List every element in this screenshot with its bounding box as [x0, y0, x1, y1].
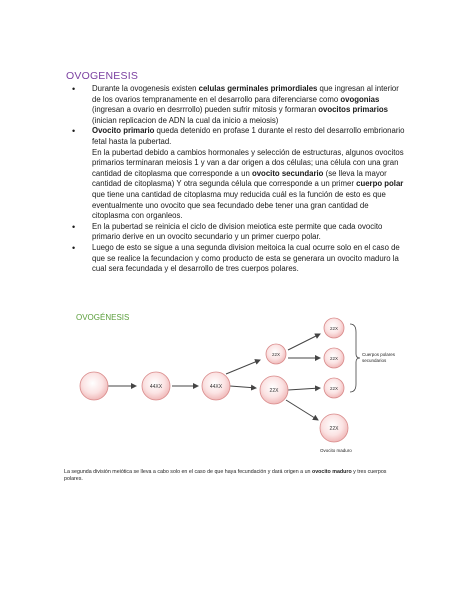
bullet-item	[66, 222, 406, 243]
bullet-item	[66, 84, 406, 126]
oogenesis-diagram	[60, 302, 400, 462]
polar-bodies-label: Cuerpos polares secundarios	[362, 352, 396, 363]
secondary-polar-body-cell	[324, 318, 344, 338]
mature-ovum-label: Ovocito maduro	[320, 448, 352, 453]
arrow	[286, 400, 318, 420]
mature-ovum-cell	[320, 414, 348, 442]
bullet-item	[66, 243, 406, 275]
secondary-polar-body-cell	[324, 348, 344, 368]
primary-oocyte-cell	[202, 372, 230, 400]
secondary-oocyte-cell	[260, 376, 288, 404]
bullet-subparagraph: En la pubertad debido a cambios hormonales y selección de estructuras, algunos ovocitos primarios terminaran meiosis 1 y van a dar origen a dos células; una célula con una gran cantidad de citoplasma que corresponde a un ovocito secundario (se lleva la mayor cantidad de citoplasma) Y otra segunda célula que corresponde a un primer cuerpo polar que tiene una cantidad de citoplasma muy reducida cuál es la función de esto es que eventualmente uno ovocito que sea fecundado debe tener una gran cantidad de citoplasma con organleos.	[92, 147, 404, 221]
diagram-title: OVOGÉNESIS	[76, 313, 130, 322]
secondary-polar-body-cell	[324, 378, 344, 398]
bullet-text: Luego de esto se sigue a una segunda division meitoica la cual ocurre solo en el caso de que se realice la fecundacion y como producto de esta se generara un ovocito maduro la cual sera fecundada y el desarrollo de tres cuerpos polares.	[92, 242, 400, 274]
arrow	[226, 360, 260, 374]
cell-label: 44XX	[209, 384, 223, 390]
arrow	[288, 334, 320, 350]
arrow	[288, 388, 320, 390]
cell-label: 22X	[329, 426, 339, 432]
bullet-text: Durante la ovogenesis existen celulas germinales primordiales que ingresan al interior de los ovarios tempranamente en el desarrollo para diferenciarse como ovogonias (ingresan a ovario en desrrrollo) pueden sufrir mitosis y formaran ovocitos primarios (inician replicacion de ADN la cual da inicio a meiosis)	[92, 84, 399, 125]
cell-label: 22X	[329, 386, 339, 391]
polar-bodies-brace	[350, 324, 360, 392]
cell-label: 22X	[329, 326, 339, 331]
oogonium-cell	[80, 372, 108, 400]
cell-label: 22X	[269, 388, 279, 394]
cell-label: 22X	[329, 356, 339, 361]
cell-label: 22X	[271, 352, 281, 357]
cell-label: 44XX	[149, 384, 163, 390]
bullet-text: Ovocito primario queda detenido en profase 1 durante el resto del desarrollo embrionario fetal hasta la pubertad.	[92, 126, 405, 146]
arrow	[230, 386, 256, 388]
diagram-caption: La segunda división meiótica se lleva a cabo solo en el caso de que haya fecundación y dará origen a un ovocito maduro y tres cuerpos polares.	[64, 469, 387, 483]
document-heading: OVOGENESIS	[66, 70, 139, 82]
primary-oocyte-cell	[142, 372, 170, 400]
first-polar-body-cell	[266, 344, 286, 364]
bullet-text: En la pubertad se reinicia el ciclo de division meiotica este permite que cada ovocito primario derive en un ovocito secundario y un primer cuerpo polar.	[92, 221, 383, 242]
bullet-list	[66, 84, 406, 275]
bullet-item	[66, 126, 406, 221]
